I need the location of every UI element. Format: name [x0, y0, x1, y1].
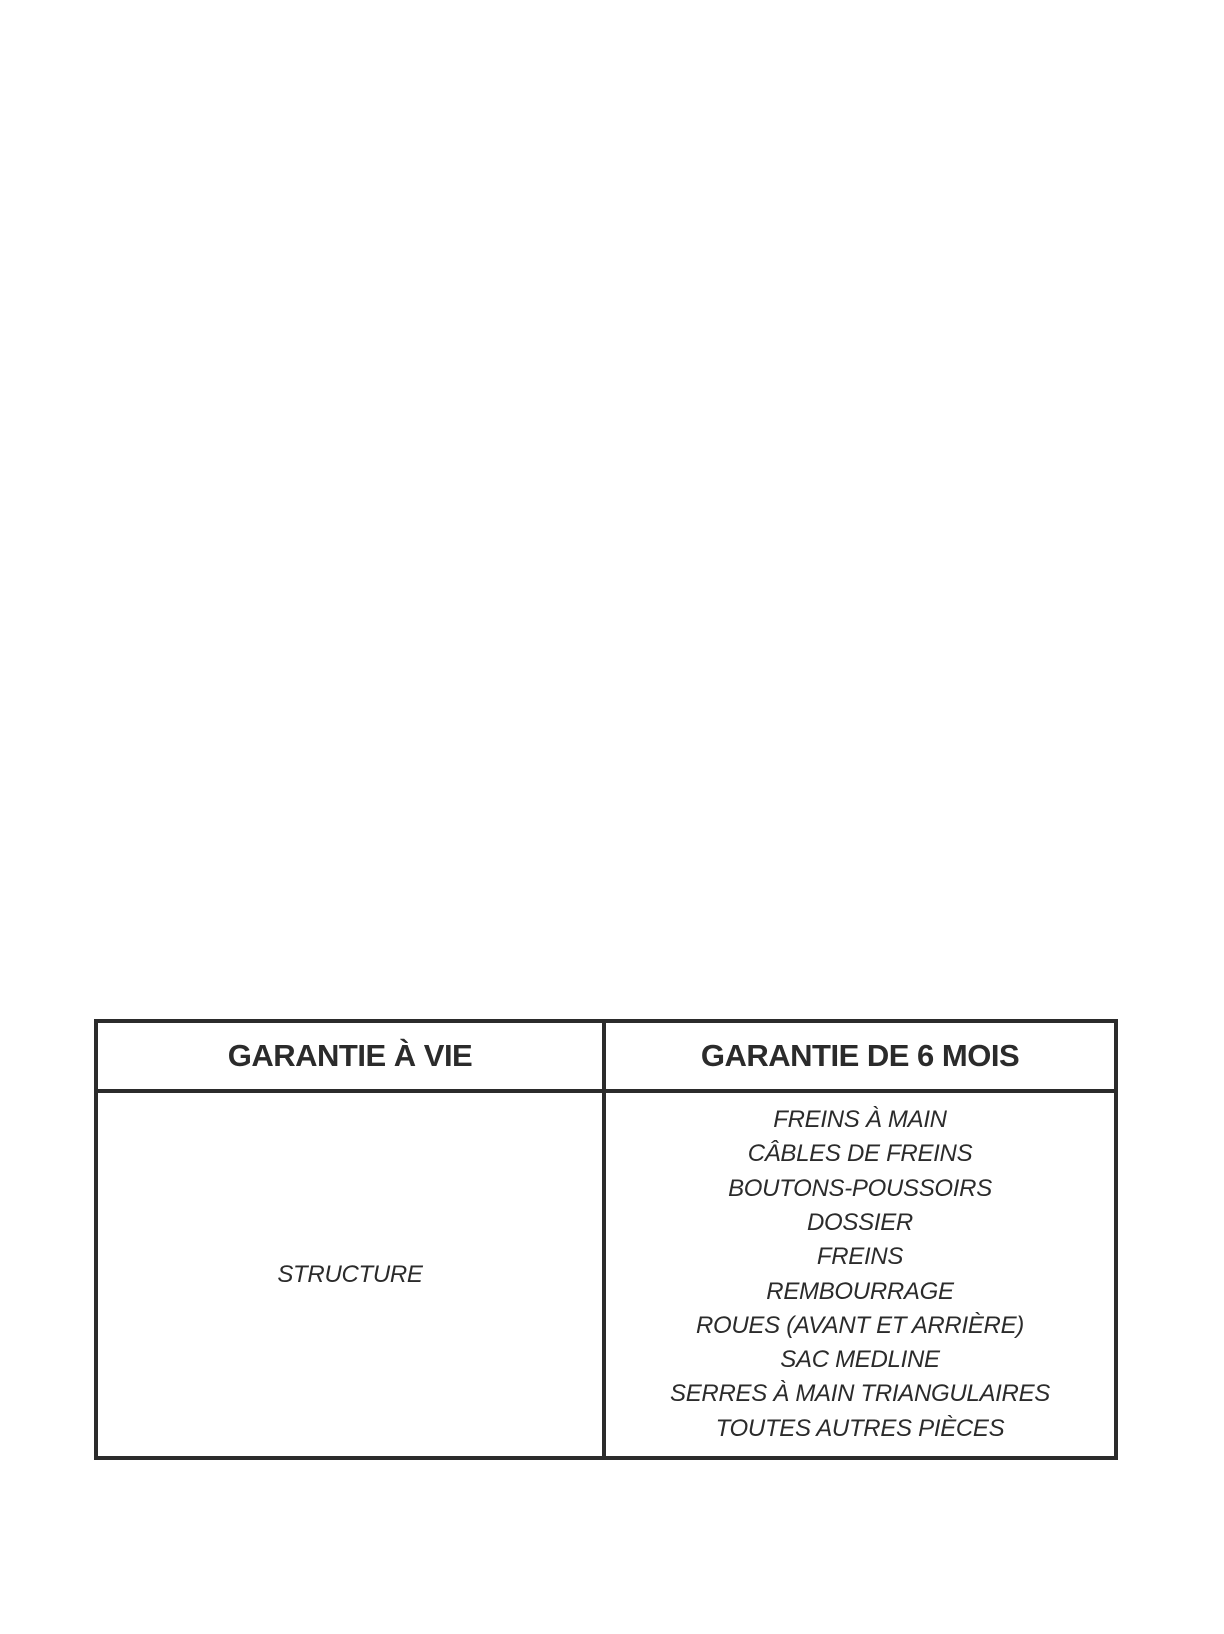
list-item: ROUES (AVANT ET ARRIÈRE) — [696, 1311, 1024, 1339]
list-item: SERRES À MAIN TRIANGULAIRES — [670, 1380, 1050, 1408]
six-month-warranty-cell — [606, 1093, 1114, 1456]
list-item: TOUTES AUTRES PIÈCES — [715, 1414, 1005, 1442]
lifetime-warranty-cell — [98, 1093, 606, 1456]
list-item: SAC MEDLINE — [780, 1346, 940, 1374]
header-lifetime-warranty: GARANTIE À VIE — [98, 1023, 606, 1093]
warranty-table — [94, 1019, 1118, 1460]
list-item: DOSSIER — [807, 1208, 913, 1236]
header-six-month-warranty: GARANTIE DE 6 MOIS — [606, 1023, 1114, 1093]
lifetime-item-structure: STRUCTURE — [277, 1260, 423, 1288]
list-item: FREINS À MAIN — [773, 1106, 947, 1134]
list-item: CÂBLES DE FREINS — [747, 1140, 973, 1168]
list-item: REMBOURRAGE — [766, 1277, 954, 1305]
six-month-parts-list — [670, 1103, 1050, 1446]
list-item: FREINS — [816, 1243, 904, 1271]
list-item: BOUTONS-POUSSOIRS — [728, 1174, 992, 1202]
